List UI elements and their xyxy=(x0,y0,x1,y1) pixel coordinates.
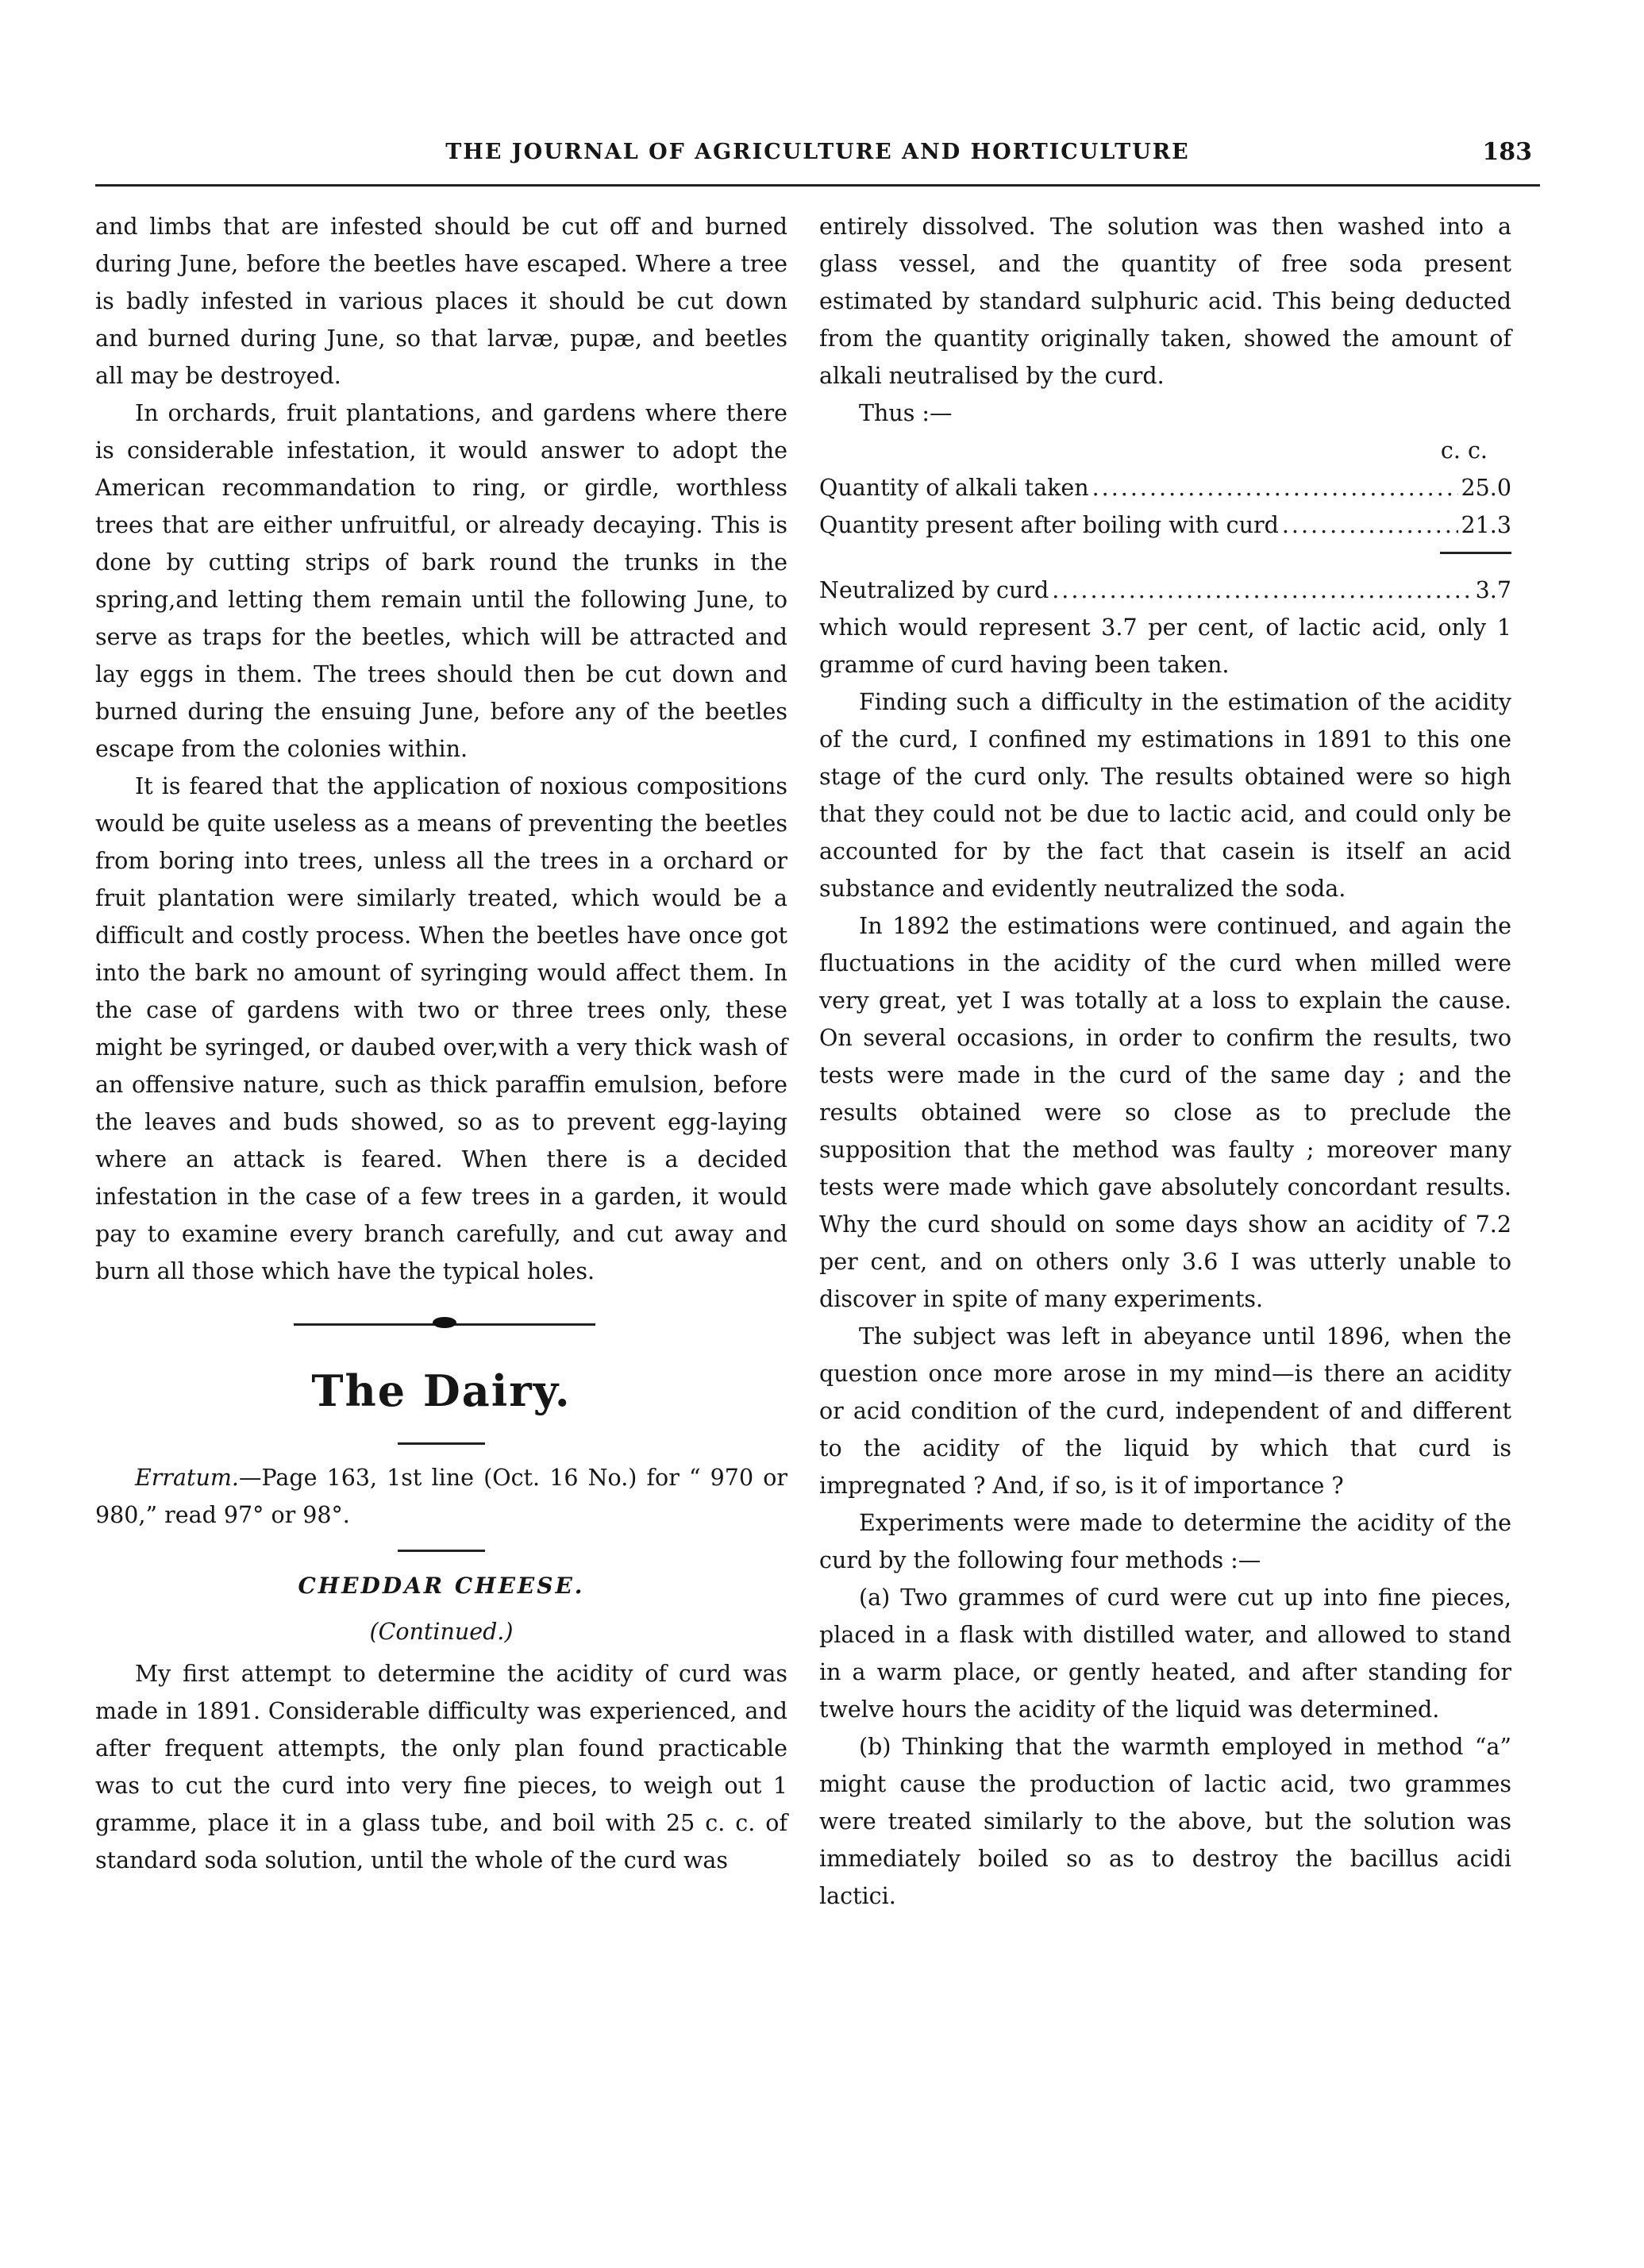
paragraph: It is feared that the application of noxious compositions would be quite useless as a means of preventing the beetles from boring into trees, unless all the trees in a orchard or fruit plantation were similarly treated, which would be a difficult and costly process. When the beetles have once got into the bark no amount of syringing would affect them. In the case of gardens with two or three trees only, these might be syringed, or daubed over,with a very thick wash of an offensive nature, such as thick paraffin emulsion, before the leaves and buds showed, so as to prevent egg-laying where an attack is feared. When there is a decided infestation in the case of a few trees in a garden, it would pay to examine every branch carefully, and cut away and burn all those which have the typical holes. xyxy=(95,773,787,1284)
data-row-value: 25.0 xyxy=(1461,475,1511,501)
data-row xyxy=(819,506,1511,544)
divider xyxy=(398,1550,485,1552)
running-head: THE JOURNAL OF AGRICULTURE AND HORTICULTURE xyxy=(445,140,1190,164)
leader-dots xyxy=(1092,469,1458,506)
data-row xyxy=(819,469,1511,506)
ornamental-rule xyxy=(95,1303,787,1347)
page-number: 183 xyxy=(1482,138,1532,166)
divider xyxy=(398,1442,485,1445)
section-heading: The Dairy. xyxy=(311,1365,572,1416)
paragraph: which would represent 3.7 per cent, of lactic acid, only 1 gramme of curd having been taken. xyxy=(819,614,1511,678)
sum-rule xyxy=(1440,552,1511,554)
paragraph: Thus :— xyxy=(859,400,953,426)
data-row-label: Quantity of alkali taken xyxy=(819,475,1089,501)
paragraph: My first attempt to determine the acidity of curd was made in 1891. Considerable difficulty was experienced, and after frequent attempts, the only plan found practicable was to cut the curd into very fine pieces, to weigh out 1 gramme, place it in a glass tube, and boil with 25 c. c. of standard soda solution, until the whole of the curd was xyxy=(95,1661,787,1873)
paragraph: Finding such a difficulty in the estimation of the acidity of the curd, I confined my estimations in 1891 to this one stage of the curd only. The results obtained were so high that they could not be due to lactic acid, and could only be accounted for by the fact that casein is itself an acid substance and evidently neutralized the soda. xyxy=(819,689,1511,902)
page-header xyxy=(95,129,1540,187)
unit-label: c. c. xyxy=(1440,437,1488,464)
erratum-text: —Page 163, 1st line (Oct. 16 No.) for “ 970 or 980,” read 97° or 98°. xyxy=(95,1465,787,1528)
continued-note: (Continued.) xyxy=(369,1619,514,1645)
leader-dots xyxy=(1052,572,1472,609)
result-row xyxy=(819,572,1511,609)
erratum xyxy=(95,1459,787,1534)
paragraph: (b) Thinking that the warmth employed in method “a” might cause the production of lactic acid, two grammes were treated similarly to the above, but the solution was immediately boiled so as to destroy the bacillus acidi lactici. xyxy=(819,1734,1511,1909)
data-row-label: Quantity present after boiling with curd xyxy=(819,512,1279,538)
data-row-value: 21.3 xyxy=(1461,512,1511,538)
paragraph: The subject was left in abeyance until 1896, when the question once more arose in my mind—is there an acidity or acid condition of the curd, independent of and different to the acidity of the liquid by which that curd is impregnated ? And, if so, is it of importance ? xyxy=(819,1323,1511,1499)
paragraph: entirely dissolved. The solution was then washed into a glass vessel, and the quantity of free soda present estimated by standard sulphuric acid. This being deducted from the quantity originally taken, showed the amount of alkali neutralised by the curd. xyxy=(819,214,1511,389)
erratum-label: Erratum. xyxy=(135,1465,239,1491)
result-label: Neutralized by curd xyxy=(819,577,1049,603)
paragraph: In 1892 the estimations were continued, and again the fluctuations in the acidity of the curd when milled were very great, yet I was totally at a loss to explain the cause. On several occasions, in order to confirm the results, two tests were made in the curd of the same day ; and the results obtained were so close as to preclude the supposition that the method was faulty ; moreover many tests were made which gave absolutely concordant results. Why the curd should on some days show an acidity of 7.2 per cent, and on others only 3.6 I was utterly unable to discover in spite of many experiments. xyxy=(819,913,1511,1312)
left-column xyxy=(95,208,787,1879)
article-title: CHEDDAR CHEESE. xyxy=(298,1573,585,1599)
paragraph: (a) Two grammes of curd were cut up into fine pieces, placed in a flask with distilled water, and allowed to stand in a warm place, or gently heated, and after standing for twelve hours the acidity of the liquid was determined. xyxy=(819,1585,1511,1723)
leader-dots xyxy=(1282,506,1458,544)
result-value: 3.7 xyxy=(1475,577,1511,603)
paragraph: and limbs that are infested should be cut off and burned during June, before the beetles have escaped. Where a tree is badly infested in various places it should be cut down and burned during June, so that larvæ, pupæ, and beetles all may be destroyed. xyxy=(95,214,787,389)
ornament-icon xyxy=(433,1317,456,1328)
paragraph: In orchards, fruit plantations, and gardens where there is considerable infestation, it would answer to adopt the American recommandation to ring, or girdle, worthless trees that are either unfruitful, or already decaying. This is done by cutting strips of bark round the trunks in the spring,and letting them remain until the following June, to serve as traps for the beetles, which will be attracted and lay eggs in them. The trees should then be cut down and burned during the ensuing June, before any of the beetles escape from the colonies within. xyxy=(95,400,787,762)
right-column xyxy=(819,208,1511,1915)
paragraph: Experiments were made to determine the acidity of the curd by the following four methods :— xyxy=(819,1510,1511,1573)
